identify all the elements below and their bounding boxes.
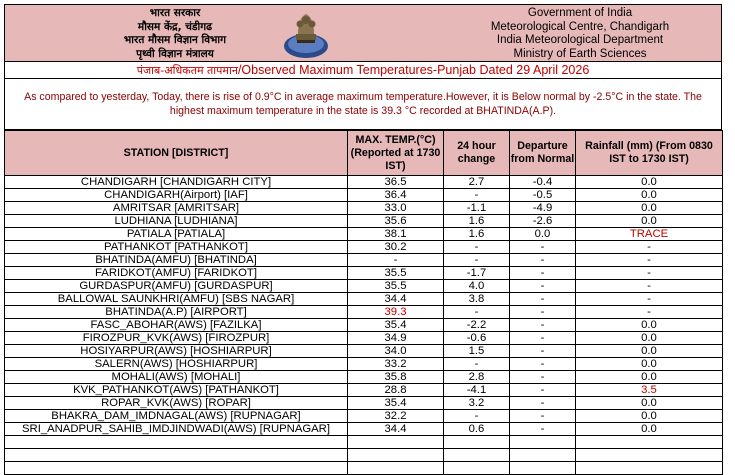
temperature-table xyxy=(4,130,723,475)
station-cell: BHAKRA_DAM_IMDNAGAL(AWS) [RUPNAGAR] xyxy=(5,410,348,423)
english-line: India Meteorological Department xyxy=(496,34,664,46)
departure-cell: - xyxy=(510,397,576,410)
title-hindi: पंजाब-अधिकतम तापमान xyxy=(136,64,238,77)
change-cell: - xyxy=(444,189,510,202)
table-row xyxy=(5,254,723,267)
station-cell: KVK_PATHANKOT(AWS) [PATHANKOT] xyxy=(5,384,348,397)
rainfall-cell: - xyxy=(576,267,723,280)
departure-cell: - xyxy=(510,384,576,397)
max-temp-cell: 36.4 xyxy=(348,189,444,202)
rainfall-cell: 0.0 xyxy=(576,371,723,384)
empty-cell xyxy=(576,436,723,449)
col-departure xyxy=(510,131,576,176)
state-emblem-icon xyxy=(282,8,330,60)
max-temp-cell: 35.5 xyxy=(348,280,444,293)
rainfall-cell: 0.0 xyxy=(576,397,723,410)
empty-cell xyxy=(348,462,444,475)
empty-cell xyxy=(576,449,723,462)
table-row xyxy=(5,306,723,319)
empty-row xyxy=(5,436,723,449)
rainfall-cell: 0.0 xyxy=(576,189,723,202)
table-row xyxy=(5,241,723,254)
empty-cell xyxy=(348,449,444,462)
departure-cell: - xyxy=(510,319,576,332)
change-cell: 2.7 xyxy=(444,176,510,189)
title-english: /Observed Maximum Temperatures-Punjab Dated 29 April 2026 xyxy=(237,63,590,77)
max-temp-cell: 30.2 xyxy=(348,241,444,254)
change-cell: 1.5 xyxy=(444,345,510,358)
table-row xyxy=(5,384,723,397)
station-cell: PATIALA [PATIALA] xyxy=(5,228,348,241)
max-temp-cell: 35.8 xyxy=(348,371,444,384)
col-station: STATION [DISTRICT] xyxy=(5,131,348,176)
col-rainfall xyxy=(576,131,723,176)
departure-cell: - xyxy=(510,345,576,358)
empty-cell xyxy=(5,449,348,462)
empty-cell xyxy=(348,436,444,449)
rainfall-cell: 0.0 xyxy=(576,423,723,436)
station-cell: BHATINDA(AMFU) [BHATINDA] xyxy=(5,254,348,267)
col-departure-label: Departure from Normal xyxy=(510,140,575,165)
departure-cell: - xyxy=(510,332,576,345)
change-cell: 0.6 xyxy=(444,423,510,436)
departure-cell: - xyxy=(510,293,576,306)
hindi-line: भारत सरकार xyxy=(149,7,201,19)
table-row xyxy=(5,397,723,410)
rainfall-cell: 0.0 xyxy=(576,345,723,358)
max-temp-cell: 35.5 xyxy=(348,267,444,280)
rainfall-cell: - xyxy=(576,280,723,293)
empty-cell xyxy=(444,462,510,475)
english-line: Meteorological Centre, Chandigarh xyxy=(490,20,670,33)
rainfall-cell: 0.0 xyxy=(576,215,723,228)
departure-cell: 0.0 xyxy=(510,228,576,241)
departure-cell: - xyxy=(510,306,576,319)
station-cell: BALLOWAL SAUNKHRI(AMFU) [SBS NAGAR] xyxy=(5,293,348,306)
change-cell: - xyxy=(444,241,510,254)
change-cell: - xyxy=(444,254,510,267)
max-temp-cell: 38.1 xyxy=(348,228,444,241)
departure-cell: -2.6 xyxy=(510,215,576,228)
station-cell: FARIDKOT(AMFU) [FARIDKOT] xyxy=(5,267,348,280)
table-row xyxy=(5,345,723,358)
station-cell: FASC_ABOHAR(AWS) [FAZILKA] xyxy=(5,319,348,332)
table-row xyxy=(5,267,723,280)
change-cell: 1.6 xyxy=(444,228,510,241)
max-temp-cell: 34.9 xyxy=(348,332,444,345)
max-temp-cell: 34.4 xyxy=(348,293,444,306)
col-24h-change xyxy=(444,131,510,176)
summary-note: As compared to yesterday, Today, there is rise of 0.9°C in average maximum temperature.However, it is Below normal by -2.5°C in the state. The highest maximum temperature in the state is 39.3 °C recorded at BHATINDA(A.P). xyxy=(4,79,722,130)
table-row xyxy=(5,202,723,215)
departure-cell: - xyxy=(510,358,576,371)
station-cell: CHANDIGARH(Airport) [IAF] xyxy=(5,189,348,202)
table-row xyxy=(5,358,723,371)
table-row xyxy=(5,189,723,202)
table-row xyxy=(5,215,723,228)
empty-cell xyxy=(576,462,723,475)
hindi-line: मौसम केंद्र, चंडीगढ xyxy=(137,20,213,33)
departure-cell: -4.9 xyxy=(510,202,576,215)
departure-cell: - xyxy=(510,280,576,293)
change-cell: - xyxy=(444,410,510,423)
station-cell: GURDASPUR(AMFU) [GURDASPUR] xyxy=(5,280,348,293)
empty-cell xyxy=(444,436,510,449)
table-row xyxy=(5,423,723,436)
station-cell: SALERN(AWS) [HOSHIARPUR] xyxy=(5,358,348,371)
col-max-temp xyxy=(348,131,444,176)
max-temp-cell: 28.8 xyxy=(348,384,444,397)
empty-cell xyxy=(510,462,576,475)
change-cell: 1.6 xyxy=(444,215,510,228)
max-temp-cell: 35.4 xyxy=(348,397,444,410)
hindi-header xyxy=(55,7,295,61)
departure-cell: - xyxy=(510,254,576,267)
departure-cell: - xyxy=(510,371,576,384)
table-row xyxy=(5,371,723,384)
change-cell: 3.8 xyxy=(444,293,510,306)
rainfall-cell: 0.0 xyxy=(576,176,723,189)
station-cell: LUDHIANA [LUDHIANA] xyxy=(5,215,348,228)
table-row xyxy=(5,293,723,306)
hindi-line: भारत मौसम विज्ञान विभाग xyxy=(123,34,227,46)
hindi-line: पृथ्वी विज्ञान मंत्रालय xyxy=(136,47,214,60)
english-line: Ministry of Earth Sciences xyxy=(513,47,647,60)
empty-cell xyxy=(5,462,348,475)
rainfall-cell: TRACE xyxy=(576,228,723,241)
change-cell: 4.0 xyxy=(444,280,510,293)
report-title xyxy=(4,62,722,79)
empty-row xyxy=(5,449,723,462)
station-cell: BHATINDA(A.P) [AIRPORT] xyxy=(5,306,348,319)
col-max-temp-label: MAX. TEMP.(°C) (Reported at 1730 IST) xyxy=(350,133,441,172)
rainfall-cell: - xyxy=(576,241,723,254)
table-row xyxy=(5,332,723,345)
header-banner xyxy=(4,4,722,62)
change-cell: 2.8 xyxy=(444,371,510,384)
max-temp-cell: 34.4 xyxy=(348,423,444,436)
max-temp-cell: 33.0 xyxy=(348,202,444,215)
departure-cell: - xyxy=(510,423,576,436)
col-rainfall-label: Rainfall (mm) (From 0830 IST to 1730 IST) xyxy=(585,140,713,165)
station-cell: PATHANKOT [PATHANKOT] xyxy=(5,241,348,254)
max-temp-cell: - xyxy=(348,254,444,267)
table-header-row xyxy=(5,131,723,176)
rainfall-cell: 0.0 xyxy=(576,202,723,215)
departure-cell: -0.5 xyxy=(510,189,576,202)
empty-cell xyxy=(510,436,576,449)
max-temp-cell: 35.6 xyxy=(348,215,444,228)
rainfall-cell: - xyxy=(576,306,723,319)
departure-cell: - xyxy=(510,241,576,254)
table-row xyxy=(5,319,723,332)
report-sheet xyxy=(4,4,722,475)
rainfall-cell: - xyxy=(576,254,723,267)
change-cell: -2.2 xyxy=(444,319,510,332)
max-temp-cell: 33.2 xyxy=(348,358,444,371)
station-cell: HOSIYARPUR(AWS) [HOSHIARPUR] xyxy=(5,345,348,358)
station-cell: SRI_ANADPUR_SAHIB_IMDJINDWADI(AWS) [RUPNAGAR] xyxy=(5,423,348,436)
departure-cell: -0.4 xyxy=(510,176,576,189)
rainfall-cell: 0.0 xyxy=(576,358,723,371)
change-cell: - xyxy=(444,306,510,319)
english-line: Government of India xyxy=(527,7,633,19)
change-cell: -4.1 xyxy=(444,384,510,397)
max-temp-cell: 32.2 xyxy=(348,410,444,423)
change-cell: - xyxy=(444,358,510,371)
change-cell: -1.7 xyxy=(444,267,510,280)
max-temp-cell: 36.5 xyxy=(348,176,444,189)
departure-cell: - xyxy=(510,267,576,280)
rainfall-cell: 0.0 xyxy=(576,332,723,345)
departure-cell: - xyxy=(510,410,576,423)
station-cell: MOHALI(AWS) [MOHALI] xyxy=(5,371,348,384)
station-cell: FIROZPUR_KVK(AWS) [FIROZPUR] xyxy=(5,332,348,345)
station-cell: ROPAR_KVK(AWS) [ROPAR] xyxy=(5,397,348,410)
col-24h-label: 24 hour change xyxy=(457,140,496,165)
rainfall-cell: 0.0 xyxy=(576,319,723,332)
empty-cell xyxy=(510,449,576,462)
table-row xyxy=(5,410,723,423)
empty-cell xyxy=(444,449,510,462)
table-row xyxy=(5,176,723,189)
rainfall-cell: 3.5 xyxy=(576,384,723,397)
max-temp-cell: 35.4 xyxy=(348,319,444,332)
station-cell: CHANDIGARH [CHANDIGARH CITY] xyxy=(5,176,348,189)
empty-cell xyxy=(5,436,348,449)
change-cell: 3.2 xyxy=(444,397,510,410)
rainfall-cell: 0.0 xyxy=(576,410,723,423)
table-row xyxy=(5,280,723,293)
change-cell: -0.6 xyxy=(444,332,510,345)
max-temp-cell: 34.0 xyxy=(348,345,444,358)
max-temp-cell: 39.3 xyxy=(348,306,444,319)
change-cell: -1.1 xyxy=(444,202,510,215)
station-cell: AMRITSAR [AMRITSAR] xyxy=(5,202,348,215)
rainfall-cell: - xyxy=(576,293,723,306)
empty-row xyxy=(5,462,723,475)
table-body xyxy=(5,176,723,475)
english-header xyxy=(445,7,715,61)
table-row xyxy=(5,228,723,241)
